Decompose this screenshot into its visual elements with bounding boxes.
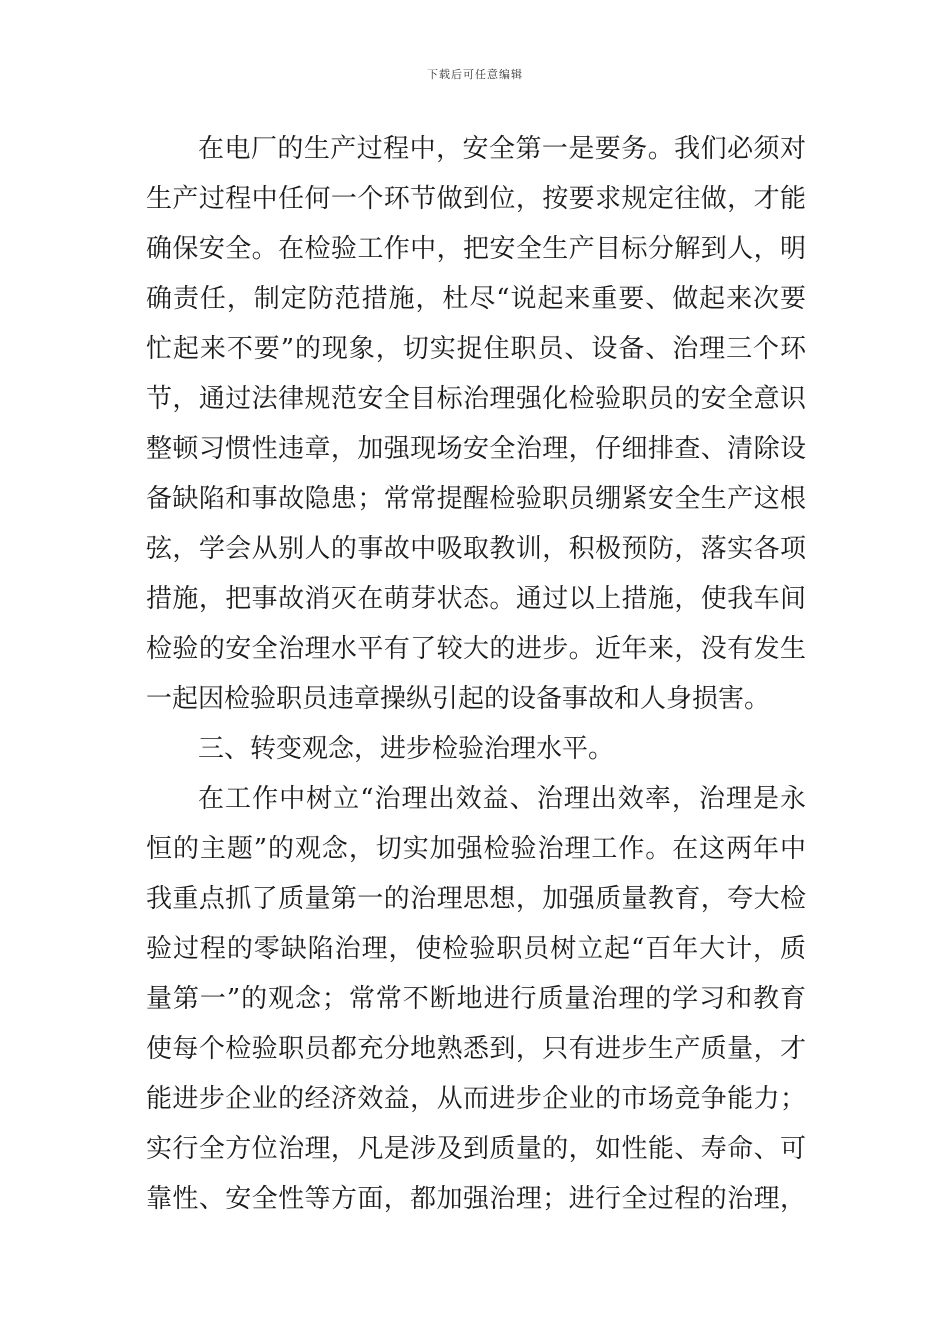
paragraph-line: 生产过程中任何一个环节做到位，按要求规定往做，才能 [146,184,806,214]
paragraph-line: 靠性、安全性等方面，都加强治理；进行全过程的治理， [146,1184,806,1214]
paragraph-line: 在电厂的生产过程中，安全第一是要务。我们必须对 [198,134,806,164]
paragraph-line: 能进步企业的经济效益，从而进步企业的市场竞争能力； [146,1084,806,1114]
paragraph-line: 忙起来不要”的现象，切实捉住职员、设备、治理三个环 [146,334,806,364]
paragraph-line: 弦，学会从别人的事故中吸取教训，积极预防，落实各项 [146,534,806,564]
paragraph-line: 备缺陷和事故隐患；常常提醒检验职员绷紧安全生产这根 [146,484,806,514]
paragraph-line: 验过程的零缺陷治理，使检验职员树立起“百年大计，质 [146,934,806,964]
paragraph-line: 确责任，制定防范措施，杜尽“说起来重要、做起来次要 [146,284,806,314]
paragraph-line: 整顿习惯性违章，加强现场安全治理，仔细排查、清除设 [146,434,806,464]
paragraph-line: 量第一”的观念；常常不断地进行质量治理的学习和教育 [146,984,806,1014]
paragraph-line: 一起因检验职员违章操纵引起的设备事故和人身损害。 [146,684,771,714]
paragraph-line: 检验的安全治理水平有了较大的进步。近年来，没有发生 [146,634,806,664]
paragraph-line: 恒的主题”的观念，切实加强检验治理工作。在这两年中 [146,834,806,864]
paragraph-line: 使每个检验职员都充分地熟悉到，只有进步生产质量，才 [146,1034,806,1064]
paragraph-line: 确保安全。在检验工作中，把安全生产目标分解到人，明 [146,234,806,264]
paragraph-line: 实行全方位治理，凡是涉及到质量的，如性能、寿命、可 [146,1134,806,1164]
section-heading: 三、转变观念，进步检验治理水平。 [198,734,615,764]
paragraph-line: 节，通过法律规范安全目标治理强化检验职员的安全意识 [146,384,806,414]
header-note: 下载后可任意编辑 [427,68,523,81]
paragraph-line: 我重点抓了质量第一的治理思想，加强质量教育，夸大检 [146,884,806,914]
paragraph-line: 措施，把事故消灭在萌芽状态。通过以上措施，使我车间 [146,584,806,614]
paragraph-line: 在工作中树立“治理出效益、治理出效率，治理是永 [198,784,806,814]
